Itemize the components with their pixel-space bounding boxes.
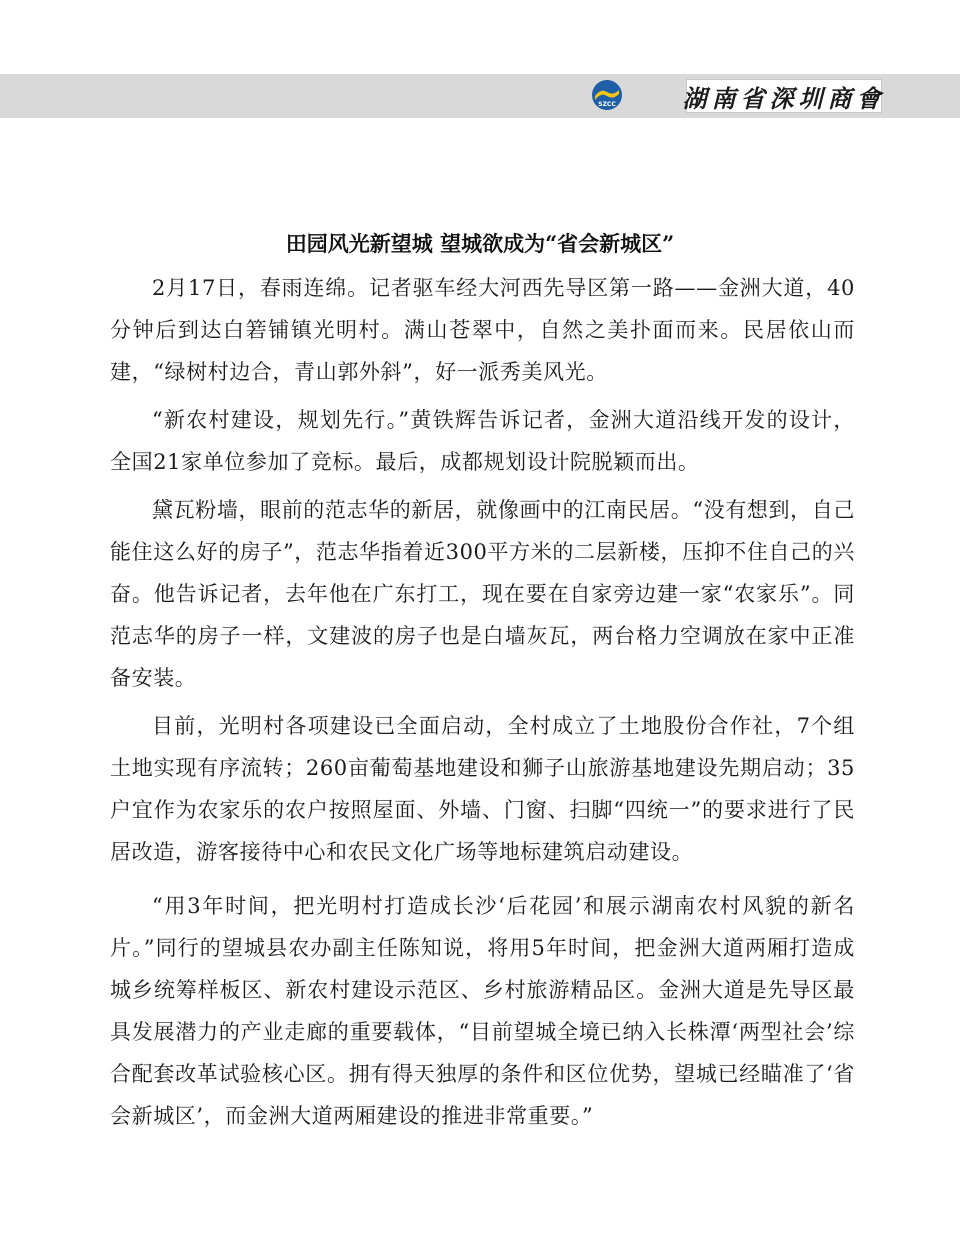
article-paragraph: “新农村建设，规划先行。”黄铁辉告诉记者，金洲大道沿线开发的设计，全国21家单位参加了竞标。最后，成都规划设计院脱颖而出。 [110, 408, 855, 474]
article-paragraph: 2月17日，春雨连绵。记者驱车经大河西先导区第一路——金洲大道，40分钟后到达白箬铺镇光明村。满山苍翠中，自然之美扑面而来。民居依山而建，“绿树村边合，青山郭外斜”，好一派秀美风光。 [110, 276, 855, 384]
article-title: 田园风光新望城 望城欲成为“省会新城区” [285, 231, 675, 256]
article-paragraph: “用3年时间，把光明村打造成长沙‘后花园’和展示湖南农村风貌的新名片。”同行的望城县农办副主任陈知说，将用5年时间，把金洲大道两厢打造成城乡统筹样板区、新农村建设示范区、乡村旅游精品区。金洲大道是先导区最具发展潜力的产业走廊的重要载体，“目前望城全境已纳入长株潭‘两型社会’综合配套改革试验核心区。拥有得天独厚的条件和区位优势，望城已经瞄准了‘省会新城区’，而金洲大道两厢建设的推进非常重要。” [110, 894, 855, 1128]
article-paragraph: 黛瓦粉墙，眼前的范志华的新居，就像画中的江南民居。“没有想到，自己能住这么好的房子”，范志华指着近300平方米的二层新楼，压抑不住自己的兴奋。他告诉记者，去年他在广东打工，现在要在自家旁边建一家“农家乐”。同范志华的房子一样，文建波的房子也是白墙灰瓦，两台格力空调放在家中正准备安装。 [110, 498, 855, 690]
szcc-logo [591, 79, 623, 111]
organization-name: 湖南省深圳商會 [686, 79, 882, 113]
article-body [110, 267, 855, 1143]
logo-text: SZCC [598, 101, 616, 108]
article-paragraph: 目前，光明村各项建设已全面启动，全村成立了土地股份合作社，7个组土地实现有序流转；260亩葡萄基地建设和狮子山旅游基地建设先期启动；35户宜作为农家乐的农户按照屋面、外墙、门窗、扫脚“四统一”的要求进行了民居改造，游客接待中心和农民文化广场等地标建筑启动建设。 [110, 714, 855, 864]
